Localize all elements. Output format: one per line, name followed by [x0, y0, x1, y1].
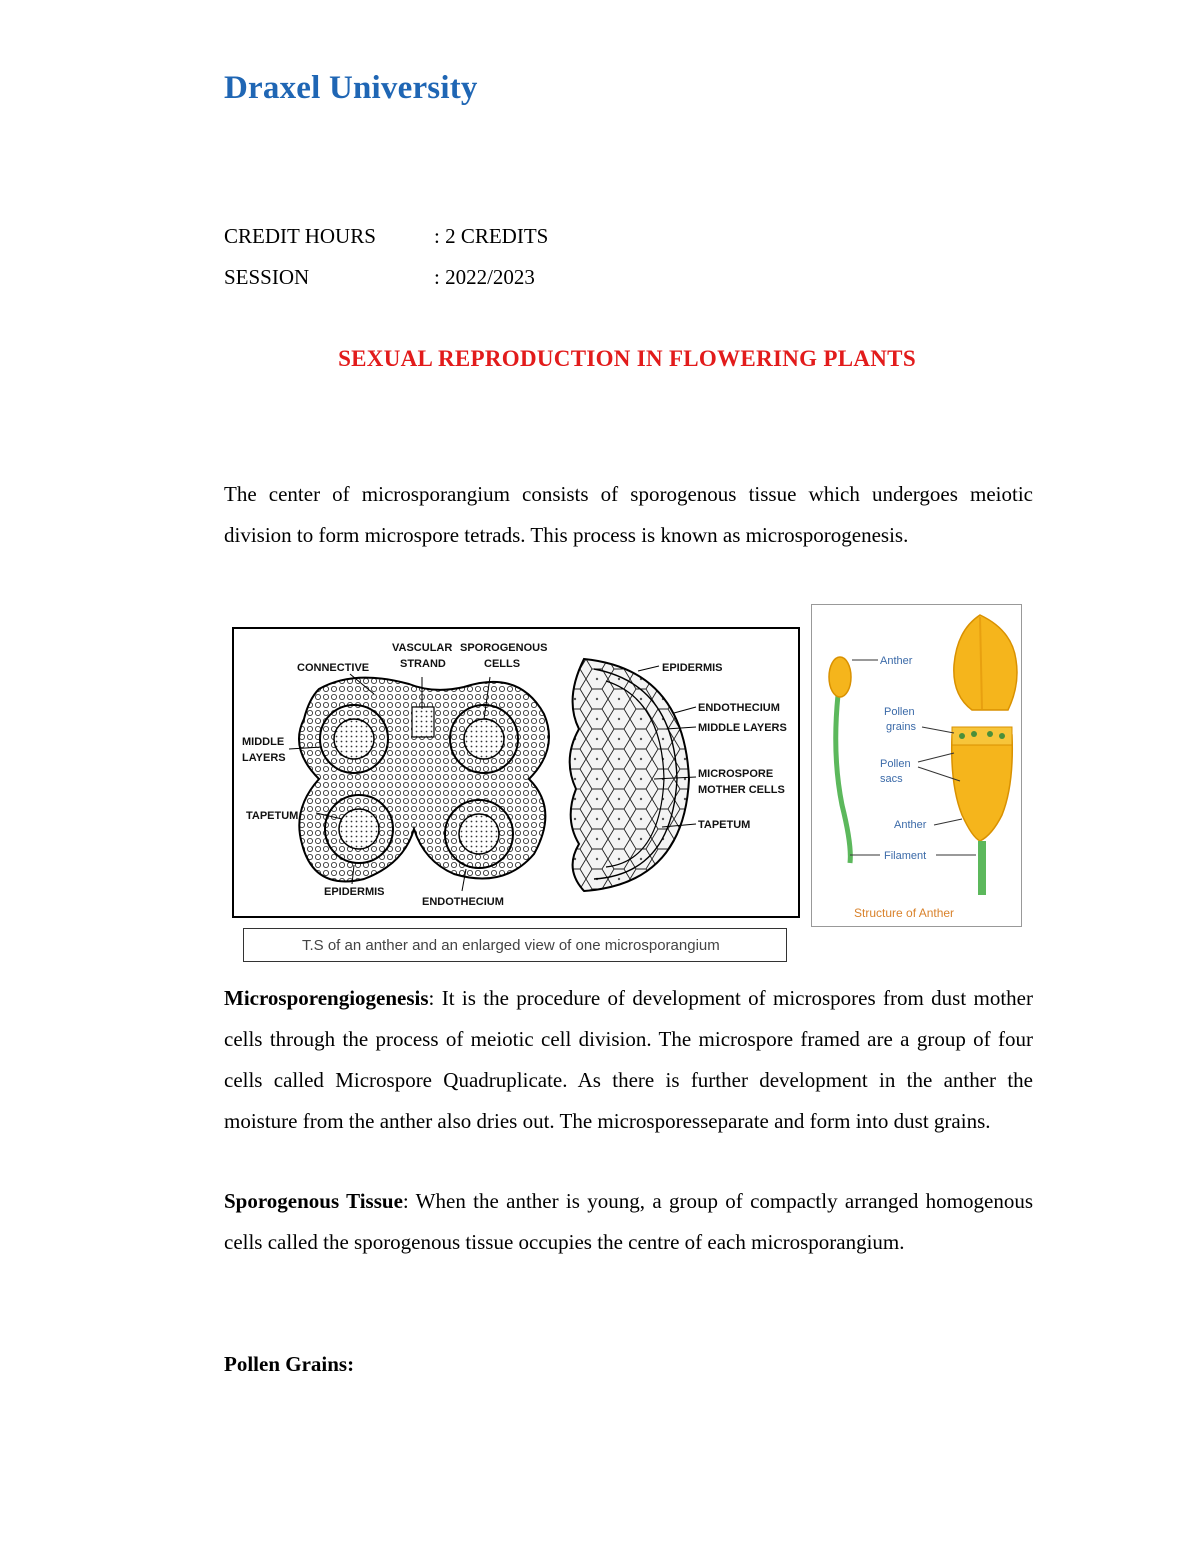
- label-strand: STRAND: [400, 658, 446, 670]
- term-sporogenous-tissue: Sporogenous Tissue: [224, 1189, 403, 1213]
- label-microspore: MICROSPORE: [698, 768, 774, 780]
- label-pollen: Pollen: [884, 706, 915, 718]
- document-title: SEXUAL REPRODUCTION IN FLOWERING PLANTS: [338, 346, 916, 371]
- label-tapetum: TAPETUM: [246, 810, 299, 822]
- label-vascular: VASCULAR: [392, 642, 453, 654]
- anther-cross-section: [299, 678, 549, 882]
- label-middle-layers-right: MIDDLE LAYERS: [698, 722, 787, 734]
- label-connective: CONNECTIVE: [297, 662, 370, 674]
- stamen-drawing: [829, 657, 851, 863]
- label-endothecium-right: ENDOTHECIUM: [698, 702, 780, 714]
- label-layers: LAYERS: [242, 752, 286, 764]
- section-heading-pollen-grains: Pollen Grains:: [224, 1352, 355, 1376]
- label-tapetum-right: TAPETUM: [698, 819, 751, 831]
- university-title: Draxel University: [224, 70, 478, 106]
- term-microsporengiogenesis: Microsporengiogenesis: [224, 986, 429, 1010]
- label-anther: Anther: [880, 655, 913, 667]
- anther-closed-drawing: [954, 615, 1017, 710]
- sporogenous-tissue-paragraph: [224, 1181, 1033, 1263]
- label-pollen-sacs-2: sacs: [880, 773, 903, 785]
- credit-hours-value: : 2 CREDITS: [434, 224, 549, 248]
- microsporengiogenesis-paragraph: [224, 978, 1033, 1142]
- label-mother-cells: MOTHER CELLS: [698, 784, 785, 796]
- label-endothecium: ENDOTHECIUM: [422, 896, 504, 908]
- label-middle: MIDDLE: [242, 736, 285, 748]
- intro-paragraph: The center of microsporangium consists of sporogenous tissue which undergoes meiotic division to form microspore tetrads. This process is known as microsporogenesis.: [224, 482, 1033, 547]
- label-anther-2: Anther: [894, 819, 927, 831]
- label-grains: grains: [886, 721, 916, 733]
- label-epidermis: EPIDERMIS: [324, 886, 385, 898]
- label-filament: Filament: [884, 850, 927, 862]
- figure2-caption: Structure of Anther: [854, 906, 955, 920]
- session-value: : 2022/2023: [434, 265, 535, 289]
- enlarged-microsporangium: [570, 659, 689, 891]
- credit-hours-label: CREDIT HOURS: [224, 224, 376, 248]
- figure1-caption: T.S of an anther and an enlarged view of one microsporangium: [243, 928, 787, 962]
- label-epidermis-right: EPIDERMIS: [662, 662, 723, 674]
- definition-microsporengiogenesis: : It is the procedure of development of microspores from dust mother cells through the process of meiotic cell division. The microspore framed are a group of four cells called Microspore Quadruplicate. As there is further development in the anther the moisture from the anther also dries out. The microsporesseparate and form into dust grains.: [224, 986, 1033, 1133]
- definition-sporogenous-tissue: : When the anther is young, a group of compactly arranged homogenous cells called the sporogenous tissue occupies the centre of each microsporangium.: [224, 1189, 1033, 1254]
- anther-structure-illustration: [811, 604, 1022, 927]
- label-cells: CELLS: [484, 658, 521, 670]
- anther-section-drawing: [952, 727, 1013, 895]
- anther-ts-diagram: [232, 627, 800, 918]
- label-sporogenous: SPOROGENOUS: [460, 642, 548, 654]
- label-pollen-sacs-1: Pollen: [880, 758, 911, 770]
- session-label: SESSION: [224, 265, 310, 289]
